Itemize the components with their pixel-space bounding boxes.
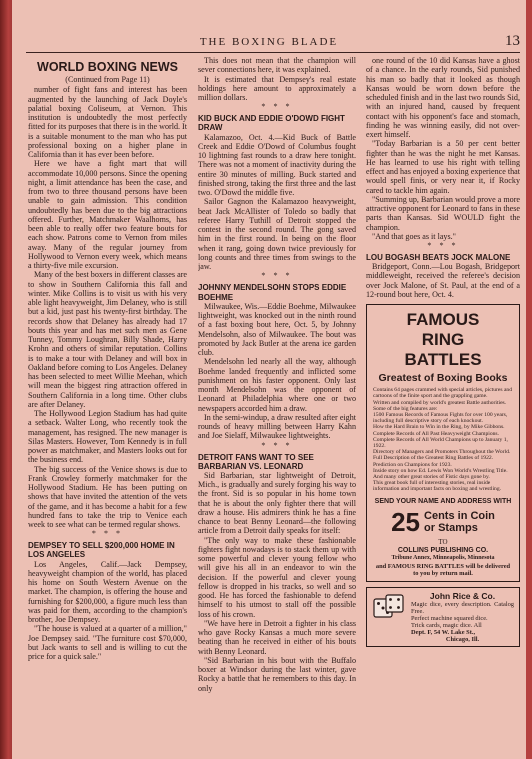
- paragraph: "The only way to make these fashionable fighters fight nowadays is to stack them up with some powerful and clever young fellow who will give his all in an endeavor to win the decision. If the powerful and clever young fellow is dropped in his tracks, so well and so good. He has forced the fashionable to defend himself to his utmost to stall off the possible loss of his crown.: [198, 535, 356, 619]
- ad-line: Directory of Managers and Promoters Throughout the World.: [373, 449, 511, 456]
- column-1: [28, 56, 187, 752]
- column-2: [198, 56, 356, 752]
- ad-line: Magic dice, every description. Catalog Free.: [411, 601, 514, 616]
- ad-line: Contains 64 pages crammed with special articles, pictures and cartoons of the finite sport and the grappling game.: [373, 387, 513, 400]
- magazine-page: [12, 0, 526, 759]
- separator-stars: * * *: [261, 102, 293, 112]
- paragraph: "Sid Barbarian in his bout with the Buffalo boxer at Windsor during the last winter, gave Rocky a battle that he remembers to this day. In only: [198, 655, 356, 693]
- ad-line: 1500 Famous Records of Famous Fights for over 100 years, including full descriptive story of each knockout.: [373, 412, 508, 425]
- paragraph: Kalamazoo, Oct. 4.—Kid Buck of Battle Creek and Eddie O'Dowd of Columbus fought 10 lightning fast rounds to a draw here tonight. There was not a moment of inactivity during the entire 30 minutes of milling. Buck started and finished strong, taking the first three and the last two. O'Dowd the middle five.: [198, 132, 356, 198]
- column-3: [366, 56, 520, 752]
- ad-price: [373, 506, 513, 537]
- ad-line: Trick cards, magic dice. All: [411, 622, 482, 630]
- paragraph: Milwaukee, Wis.—Eddie Boehme, Milwaukee lightweight, was knocked out in the ninth round of a fast boxing bout here, Oct. 5, by Johnny Mendelsohn, also of Milwaukee. The bout was promoted by Jack Butler at the arena ice garden club.: [198, 301, 356, 358]
- ad-line: Chicago, Ill.: [445, 636, 480, 644]
- paragraph: In the semi-windup, a draw resulted after eight rounds of heavy milling between Harry Kahn and Joe Sielaff, Milwaukee lightweights.: [198, 412, 356, 441]
- story-headline: KID BUCK AND EDDIE O'DOWD FIGHT DRAW: [198, 114, 345, 133]
- price-text: [424, 510, 495, 534]
- ad-title-line: RING: [421, 330, 465, 350]
- ad-address: Tribune Annex, Minneapolis, Minnesota: [391, 554, 495, 561]
- running-header: [12, 33, 526, 50]
- ad-line: And many other great stories of Fistic days gone by.: [373, 474, 490, 481]
- continued-note: (Continued from Page 11): [65, 75, 150, 84]
- separator-stars: * * *: [91, 529, 124, 539]
- ad-line: Dept. F, 54 W. Lake St.,: [411, 629, 476, 637]
- ad-line: Some of the big features are:: [373, 405, 438, 412]
- binding-spine: [0, 0, 12, 759]
- ad-line: Inside story on how Ed. Lewis Won World's Wrestling Title.: [373, 467, 508, 474]
- paragraph: number of fight fans and interest has been augmented by the launching of Jack Doyle's palatial boxing Coliseum, at Vernon. This institution is undoubtedly the most perfectly fitted for its purposes that there is in the world. It is a suitable monument to the man who has put professional boxing on a higher plane in California than it has ever been before.: [28, 85, 187, 159]
- paragraph: Los Angeles, Calif.—Jack Dempsey, heavyweight champion of the world, has placed his home on South Western Avenue on the market. The champion, is offering the house and furnishing for $200,000, a figure much less than was paid for them, according to the champion's brother, Joe Dempsey.: [28, 559, 187, 625]
- publication-title: THE BOXING BLADE: [199, 36, 339, 48]
- john-rice-ad: [366, 587, 520, 647]
- price-text-line: or Stamps: [424, 521, 478, 534]
- ad-publisher: COLLINS PUBLISHING CO.: [397, 546, 489, 554]
- separator-stars: * * *: [261, 271, 293, 281]
- ad-title-line: FAMOUS: [406, 310, 480, 330]
- paragraph: "Summing up, Barbarian would prove a more attractive opponent for Leonard to fans in these parts than Kansas. Sid WOULD fight the champion.: [366, 194, 520, 232]
- story-headline: LOU BOGASH BEATS JOCK MALONE: [366, 253, 511, 262]
- paragraph: "And that goes as it lays.": [372, 231, 456, 241]
- ad-send-note: SEND YOUR NAME AND ADDRESS WITH: [374, 497, 512, 505]
- story-headline: DETROIT FANS WANT TO SEE BARBARIAN VS. LEONARD: [198, 452, 314, 471]
- section-title: WORLD BOXING NEWS: [37, 60, 178, 74]
- ad-line: Full Description of the Greatest Ring Battles of 1922.: [373, 455, 494, 462]
- paragraph: Bridgeport, Conn.—Lou Bogash, Bridgeport middleweight, received the referee's decision over Jock Malone, of St. Paul, at the end of a 12-round bout here, Oct. 4.: [366, 262, 520, 299]
- paragraph: "The house is valued at a quarter of a million," Joe Dempsey said. "The furniture cost $70,000, but Jack wants to sell and is willing to cut the price for a quick sale.": [28, 624, 187, 662]
- ad2-company-name: John Rice & Co.: [429, 591, 496, 602]
- paragraph: Here we have a fight mart that will accommodate 10,000 persons. Since the opening night, a limit attendance has been the case, and from two to three thousand persons have been unable to gain admission. This condition undoubtedly has been due to the big attractions offered. Further, Matchmaker Waalhoms, has been able to really offer two feature bouts for each show. Patrons come to Vernon from miles away. Many of the regular journey from Hollywood to Vernon every week, which means a thirty-five mile excursion.: [28, 159, 187, 270]
- ad-line: This great book full of interesting stories, real inside information and important facts on boxing and wrestling.: [373, 480, 502, 493]
- ad-line: Complete Records of All World Champions up to January 1, 1922.: [373, 436, 508, 450]
- paragraph: This does not mean that the champion will sever connections here, it was explained.: [198, 56, 356, 75]
- paragraph: The Hollywood Legion Stadium has had quite a setback. Walter Long, who recently took the management, has resigned. The new manager is Silas Masters. However, Tom Kennedy is in full power as matchmaker, and Masters looks out for the business end.: [28, 409, 187, 465]
- ad-subtitle: Greatest of Boxing Books: [378, 372, 508, 385]
- ad-line: How the Hard Brain to Win in the Ring, by Mike Gibbons.: [373, 424, 505, 431]
- ad-body: [373, 387, 513, 492]
- ad-title-line: BATTLES: [404, 350, 482, 370]
- ad-line: Prediction on Champions for 1923.: [373, 461, 452, 468]
- ad-line: Written and compiled by world's greatest Battle authorities.: [373, 399, 507, 406]
- ad-line: Complete Records of All Past Heavyweight Champions.: [373, 430, 499, 437]
- ad-footer: and FAMOUS RING BATTLES will be delivered to you by return mail.: [375, 563, 511, 578]
- separator-stars: * * *: [427, 241, 459, 250]
- paragraph: "Today Barbarian is a 50 per cent better fighter than he was the night he met Kansas. He has learned to use his right with telling effect and has enjoyed a boxing experience that would spell finis, or very near it, if Rocky cared to tackle him again.: [366, 139, 520, 195]
- ad-to: TO: [438, 537, 448, 546]
- paragraph: Sid Barbarian, star lightweight of Detroit, Mich., is gradually and surely forging his way to the front. Sid is so popular in his home town that he is about the only fighter there that will draw a house. His admirers think he has a fine chance to beat Benny Leonard—the following article from a Detroit daily speaks for itself:: [198, 470, 356, 536]
- paragraph: Mendelsohn led nearly all the way, although Boehme landed frequently and inflicted some punishment on his faster opponent. Only last month Mendelsohn was the opponent of Leonard at Philadelphia where one or two newspapers accorded him a draw.: [198, 357, 356, 413]
- price-number: 25: [391, 506, 421, 537]
- paragraph: The big success of the Venice shows is due to Frank Crowley formerly matchmaker for the Hollywood Stadium. He has been putting on shows that have invited the attention of the vets of the game, and it has become a habit for a few hundred fans to take the trip to Venice each week to see what can be termed regular shows.: [28, 464, 187, 529]
- page-number: 13: [505, 33, 520, 49]
- famous-ring-battles-ad: [366, 304, 520, 582]
- ad-line: Perfect machine squared dice.: [411, 615, 488, 623]
- paragraph: It is estimated that Dempsey's real estate holdings here amount to approximately a million dollars.: [198, 74, 356, 102]
- paragraph: one round of the 10 did Kansas have a ghost of a chance. In the early rounds, Sid punished his man so badly that it looked as though Kansas would be worn down before the scheduled finish and in the last two rounds Sid, with an injured hand, caused by frequent contact with his opponent's face and stomach, finding he was winning easily, did not over-exert himself.: [366, 56, 520, 139]
- dice-icon: [372, 591, 406, 625]
- paragraph: Sailor Gagnon the Kalamazoo heavyweight, beat Jack McAllister of Toledo so badly that referee Harry Tuthill of Detroit stopped the contest in the second round. The gong saved him in the first round. In being on the floor when it rang, going down twice previously for long counts and three times from swings to the jaw.: [198, 197, 356, 272]
- story-headline: DEMPSEY TO SELL $200,000 HOME IN LOS ANGELES: [28, 541, 175, 560]
- separator-stars: * * *: [261, 440, 293, 450]
- ad2-text: [411, 591, 514, 643]
- paragraph: "We have here in Detroit a fighter in his class who gave Rocky Kansas a much more severe beating than he received in either of his bouts with Benny Leonard.: [198, 618, 356, 656]
- header-rule: [26, 52, 520, 53]
- paragraph: Many of the best boxers in different classes are to show in Southern California this fall and winter. Mike Collins is to visit us with his very able light heavyweight, Jim Delaney, who is still but a kid, just past his twenty-first birthday. The records show that Delaney has already had 17 bouts this year and has met such men as Gene Tunney, Tommy Loughran, Billy Shade, Harry Krohn and others of similar reputation. Collins is to make a tour with Delaney and will box in Oakland before coming to Los Angeles. Delaney has been selected to meet Willie Meehan, which will mean the biggest ring attraction offered in Southern California in a long time. Other clubs are after Delaney.: [28, 270, 187, 409]
- price-text-line: Cents in Coin: [424, 509, 495, 522]
- story-headline: JOHNNY MENDELSOHN STOPS EDDIE BOEHME: [198, 283, 347, 302]
